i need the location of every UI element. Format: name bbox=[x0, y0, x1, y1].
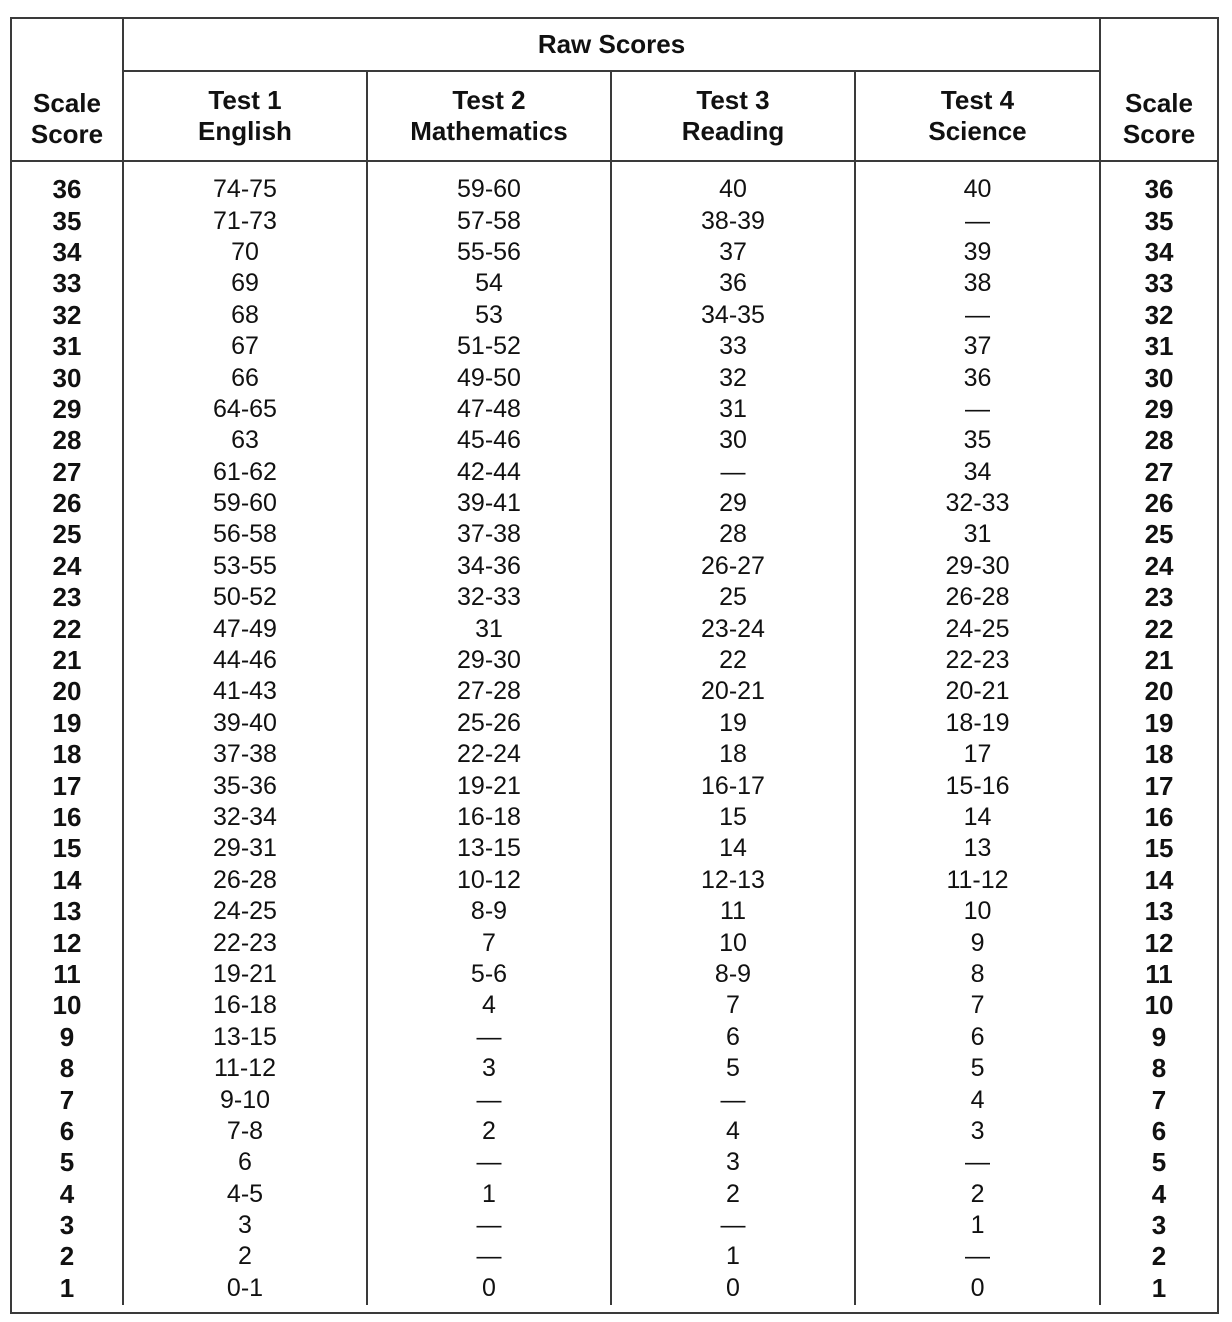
reading-raw-cell: 1 bbox=[611, 1241, 855, 1272]
table-row bbox=[12, 1179, 1217, 1210]
english-raw-cell: 74-75 bbox=[123, 174, 367, 205]
english-raw-cell: 6 bbox=[123, 1147, 367, 1178]
english-raw-cell: 61-62 bbox=[123, 457, 367, 488]
test-2-mathematics-header bbox=[367, 71, 611, 161]
english-raw-cell: 26-28 bbox=[123, 865, 367, 896]
mathematics-raw-cell: 57-58 bbox=[367, 205, 611, 236]
english-raw-cell: 19-21 bbox=[123, 959, 367, 990]
mathematics-raw-cell: 10-12 bbox=[367, 865, 611, 896]
scale-score-cell: 34 bbox=[1100, 237, 1217, 268]
table-row bbox=[12, 865, 1217, 896]
english-raw-cell: 47-49 bbox=[123, 613, 367, 644]
scale-score-cell: 16 bbox=[52, 802, 82, 832]
science-raw-cell: 36 bbox=[855, 362, 1100, 393]
scale-score-cell: 6 bbox=[59, 1115, 75, 1146]
science-raw-cell: — bbox=[855, 300, 1100, 331]
reading-raw-cell: — bbox=[611, 1084, 855, 1115]
scale-score-cell: 23 bbox=[1100, 582, 1217, 613]
mathematics-raw-cell: 16-18 bbox=[367, 802, 611, 833]
science-raw-cell: 3 bbox=[855, 1116, 1100, 1147]
scale-score-cell: 18 bbox=[1100, 739, 1217, 770]
reading-raw-cell: 26-27 bbox=[611, 551, 855, 582]
scale-score-cell: 29 bbox=[52, 393, 82, 424]
scale-score-cell: 13 bbox=[1100, 896, 1217, 927]
scale-score-cell: 29 bbox=[1100, 394, 1217, 425]
scale-score-cell: 8 bbox=[59, 1053, 75, 1084]
table-spacer-row bbox=[12, 161, 1217, 174]
mathematics-raw-cell: 32-33 bbox=[367, 582, 611, 613]
table-row bbox=[12, 896, 1217, 927]
reading-raw-cell: 4 bbox=[611, 1116, 855, 1147]
reading-raw-cell: 16-17 bbox=[611, 770, 855, 801]
reading-raw-cell: 34-35 bbox=[611, 300, 855, 331]
mathematics-raw-cell: 47-48 bbox=[367, 394, 611, 425]
scale-score-cell: 23 bbox=[52, 582, 82, 613]
english-raw-cell: 29-31 bbox=[123, 833, 367, 864]
scale-score-cell: 3 bbox=[1100, 1210, 1217, 1241]
english-raw-cell: 3 bbox=[123, 1210, 367, 1241]
table-row bbox=[12, 331, 1217, 362]
science-raw-cell: 24-25 bbox=[855, 613, 1100, 644]
science-raw-cell: 11-12 bbox=[855, 865, 1100, 896]
reading-raw-cell: 30 bbox=[611, 425, 855, 456]
science-raw-cell: 9 bbox=[855, 927, 1100, 958]
table-row bbox=[12, 1210, 1217, 1241]
science-raw-cell: 0 bbox=[855, 1273, 1100, 1305]
reading-raw-cell: 0 bbox=[611, 1273, 855, 1305]
mathematics-raw-cell: 8-9 bbox=[367, 896, 611, 927]
scale-score-cell: 22 bbox=[1100, 613, 1217, 644]
reading-raw-cell: 22 bbox=[611, 645, 855, 676]
scale-score-cell: 16 bbox=[1100, 802, 1217, 833]
science-raw-cell: 31 bbox=[855, 519, 1100, 550]
mathematics-raw-cell: 53 bbox=[367, 300, 611, 331]
english-raw-cell: 67 bbox=[123, 331, 367, 362]
score-conversion-table bbox=[10, 17, 1219, 1314]
mathematics-raw-cell: 39-41 bbox=[367, 488, 611, 519]
scale-score-cell: 12 bbox=[52, 927, 82, 958]
test-1-english-header bbox=[123, 71, 367, 161]
mathematics-raw-cell: 13-15 bbox=[367, 833, 611, 864]
reading-raw-cell: 7 bbox=[611, 990, 855, 1021]
table-row bbox=[12, 362, 1217, 393]
raw-scores-header: Raw Scores bbox=[123, 19, 1100, 71]
scale-score-cell: 1 bbox=[59, 1273, 75, 1304]
scale-score-cell: 15 bbox=[1100, 833, 1217, 864]
mathematics-raw-cell: 45-46 bbox=[367, 425, 611, 456]
scale-score-cell: 15 bbox=[52, 833, 82, 864]
mathematics-raw-cell: 54 bbox=[367, 268, 611, 299]
english-raw-cell: 41-43 bbox=[123, 676, 367, 707]
mathematics-raw-cell: — bbox=[367, 1084, 611, 1115]
scale-score-cell: 5 bbox=[59, 1147, 75, 1178]
scale-score-header-right bbox=[1100, 19, 1217, 161]
table-row bbox=[12, 833, 1217, 864]
table-row bbox=[12, 1053, 1217, 1084]
scale-header-line2: Score bbox=[30, 119, 104, 149]
table-row bbox=[12, 488, 1217, 519]
test-subject: Mathematics bbox=[410, 116, 568, 146]
table-row bbox=[12, 268, 1217, 299]
scale-score-cell: 14 bbox=[52, 864, 82, 895]
science-raw-cell: 20-21 bbox=[855, 676, 1100, 707]
table-row bbox=[12, 457, 1217, 488]
scale-score-cell: 31 bbox=[1100, 331, 1217, 362]
table-row bbox=[12, 1273, 1217, 1305]
scale-score-cell: 24 bbox=[1100, 551, 1217, 582]
table-row bbox=[12, 613, 1217, 644]
science-raw-cell: 15-16 bbox=[855, 770, 1100, 801]
mathematics-raw-cell: 49-50 bbox=[367, 362, 611, 393]
english-raw-cell: 44-46 bbox=[123, 645, 367, 676]
table-row bbox=[12, 770, 1217, 801]
scale-score-cell: 1 bbox=[1100, 1273, 1217, 1305]
scale-score-cell: 19 bbox=[52, 707, 82, 738]
science-raw-cell: 32-33 bbox=[855, 488, 1100, 519]
scale-score-cell: 12 bbox=[1100, 927, 1217, 958]
reading-raw-cell: 8-9 bbox=[611, 959, 855, 990]
science-raw-cell: — bbox=[855, 1241, 1100, 1272]
reading-raw-cell: 29 bbox=[611, 488, 855, 519]
mathematics-raw-cell: 31 bbox=[367, 613, 611, 644]
scale-score-cell: 31 bbox=[52, 331, 82, 362]
mathematics-raw-cell: — bbox=[367, 1241, 611, 1272]
scale-score-cell: 5 bbox=[1100, 1147, 1217, 1178]
reading-raw-cell: 5 bbox=[611, 1053, 855, 1084]
english-raw-cell: 53-55 bbox=[123, 551, 367, 582]
mathematics-raw-cell: 59-60 bbox=[367, 174, 611, 205]
english-raw-cell: 39-40 bbox=[123, 708, 367, 739]
scale-score-cell: 10 bbox=[1100, 990, 1217, 1021]
scale-score-cell: 14 bbox=[1100, 865, 1217, 896]
test-subject: Reading bbox=[681, 116, 785, 146]
science-raw-cell: 13 bbox=[855, 833, 1100, 864]
scale-score-cell: 36 bbox=[1100, 174, 1217, 205]
mathematics-raw-cell: 55-56 bbox=[367, 237, 611, 268]
scale-score-cell: 17 bbox=[1100, 770, 1217, 801]
table-row bbox=[12, 582, 1217, 613]
reading-raw-cell: 28 bbox=[611, 519, 855, 550]
reading-raw-cell: 19 bbox=[611, 708, 855, 739]
scale-score-cell: 25 bbox=[1100, 519, 1217, 550]
table-row bbox=[12, 802, 1217, 833]
scale-score-cell: 20 bbox=[52, 676, 82, 707]
scale-score-cell: 30 bbox=[1100, 362, 1217, 393]
conversion-table bbox=[12, 19, 1217, 1305]
reading-raw-cell: 40 bbox=[611, 174, 855, 205]
english-raw-cell: 16-18 bbox=[123, 990, 367, 1021]
english-raw-cell: 59-60 bbox=[123, 488, 367, 519]
mathematics-raw-cell: 25-26 bbox=[367, 708, 611, 739]
science-raw-cell: 40 bbox=[855, 174, 1100, 205]
reading-raw-cell: 2 bbox=[611, 1179, 855, 1210]
test-number: Test 3 bbox=[696, 85, 770, 115]
scale-score-cell: 22 bbox=[52, 613, 82, 644]
test-number: Test 4 bbox=[940, 85, 1015, 115]
scale-score-cell: 28 bbox=[1100, 425, 1217, 456]
table-row bbox=[12, 237, 1217, 268]
scale-score-cell: 25 bbox=[52, 519, 82, 550]
scale-score-cell: 27 bbox=[1100, 457, 1217, 488]
test-4-science-header bbox=[855, 71, 1100, 161]
table-row bbox=[12, 959, 1217, 990]
scale-score-header-left bbox=[12, 19, 123, 161]
mathematics-raw-cell: — bbox=[367, 1210, 611, 1241]
mathematics-raw-cell: 51-52 bbox=[367, 331, 611, 362]
scale-score-cell: 28 bbox=[52, 425, 82, 456]
scale-score-cell: 36 bbox=[52, 174, 82, 205]
table-row bbox=[12, 1022, 1217, 1053]
scale-score-cell: 26 bbox=[52, 488, 82, 519]
science-raw-cell: 35 bbox=[855, 425, 1100, 456]
science-raw-cell: 26-28 bbox=[855, 582, 1100, 613]
scale-score-cell: 2 bbox=[59, 1241, 75, 1272]
test-3-reading-header bbox=[611, 71, 855, 161]
scale-score-cell: 13 bbox=[52, 896, 82, 927]
scale-score-cell: 33 bbox=[1100, 268, 1217, 299]
scale-score-cell: 27 bbox=[52, 456, 82, 487]
scale-score-cell: 11 bbox=[53, 958, 81, 989]
mathematics-raw-cell: 29-30 bbox=[367, 645, 611, 676]
test-subject: Science bbox=[928, 116, 1027, 146]
table-row bbox=[12, 174, 1217, 205]
reading-raw-cell: 11 bbox=[611, 896, 855, 927]
english-raw-cell: 13-15 bbox=[123, 1022, 367, 1053]
science-raw-cell: 18-19 bbox=[855, 708, 1100, 739]
english-raw-cell: 9-10 bbox=[123, 1084, 367, 1115]
english-raw-cell: 11-12 bbox=[123, 1053, 367, 1084]
reading-raw-cell: 32 bbox=[611, 362, 855, 393]
table-row bbox=[12, 551, 1217, 582]
science-raw-cell: 7 bbox=[855, 990, 1100, 1021]
table-row bbox=[12, 1084, 1217, 1115]
table-row bbox=[12, 739, 1217, 770]
mathematics-raw-cell: 3 bbox=[367, 1053, 611, 1084]
scale-score-cell: 35 bbox=[52, 205, 82, 236]
test-number: Test 1 bbox=[208, 85, 282, 115]
scale-header-line1: Scale bbox=[33, 88, 101, 118]
science-raw-cell: 22-23 bbox=[855, 645, 1100, 676]
scale-header-line2: Score bbox=[1122, 119, 1196, 149]
mathematics-raw-cell: 42-44 bbox=[367, 457, 611, 488]
english-raw-cell: 37-38 bbox=[123, 739, 367, 770]
english-raw-cell: 69 bbox=[123, 268, 367, 299]
english-raw-cell: 7-8 bbox=[123, 1116, 367, 1147]
scale-score-cell: 10 bbox=[52, 990, 82, 1021]
science-raw-cell: — bbox=[855, 205, 1100, 236]
scale-score-cell: 24 bbox=[52, 550, 82, 581]
scale-score-cell: 9 bbox=[59, 1021, 75, 1052]
mathematics-raw-cell: 34-36 bbox=[367, 551, 611, 582]
mathematics-raw-cell: 27-28 bbox=[367, 676, 611, 707]
science-raw-cell: — bbox=[855, 394, 1100, 425]
scale-score-cell: 21 bbox=[52, 645, 82, 676]
science-raw-cell: 29-30 bbox=[855, 551, 1100, 582]
table-row bbox=[12, 676, 1217, 707]
table-row bbox=[12, 990, 1217, 1021]
table-row bbox=[12, 1147, 1217, 1178]
english-raw-cell: 56-58 bbox=[123, 519, 367, 550]
science-raw-cell: 6 bbox=[855, 1022, 1100, 1053]
science-raw-cell: — bbox=[855, 1147, 1100, 1178]
mathematics-raw-cell: — bbox=[367, 1147, 611, 1178]
table-row bbox=[12, 394, 1217, 425]
scale-score-cell: 11 bbox=[1100, 959, 1217, 990]
scale-score-cell: 4 bbox=[1100, 1179, 1217, 1210]
scale-score-cell: 35 bbox=[1100, 205, 1217, 236]
scale-score-cell: 3 bbox=[59, 1210, 75, 1241]
table-row bbox=[12, 1116, 1217, 1147]
table-row bbox=[12, 519, 1217, 550]
scale-score-cell: 34 bbox=[52, 236, 82, 267]
reading-raw-cell: 25 bbox=[611, 582, 855, 613]
test-number: Test 2 bbox=[452, 85, 526, 115]
mathematics-raw-cell: 19-21 bbox=[367, 770, 611, 801]
test-subject: English bbox=[198, 116, 292, 146]
scale-score-cell: 21 bbox=[1100, 645, 1217, 676]
science-raw-cell: 39 bbox=[855, 237, 1100, 268]
reading-raw-cell: 6 bbox=[611, 1022, 855, 1053]
english-raw-cell: 71-73 bbox=[123, 205, 367, 236]
science-raw-cell: 17 bbox=[855, 739, 1100, 770]
english-raw-cell: 63 bbox=[123, 425, 367, 456]
mathematics-raw-cell: 2 bbox=[367, 1116, 611, 1147]
scale-score-cell: 8 bbox=[1100, 1053, 1217, 1084]
scale-score-cell: 9 bbox=[1100, 1022, 1217, 1053]
scale-score-cell: 4 bbox=[59, 1178, 75, 1209]
english-raw-cell: 35-36 bbox=[123, 770, 367, 801]
reading-raw-cell: — bbox=[611, 1210, 855, 1241]
science-raw-cell: 37 bbox=[855, 331, 1100, 362]
reading-raw-cell: 33 bbox=[611, 331, 855, 362]
reading-raw-cell: 37 bbox=[611, 237, 855, 268]
english-raw-cell: 50-52 bbox=[123, 582, 367, 613]
english-raw-cell: 64-65 bbox=[123, 394, 367, 425]
table-row bbox=[12, 645, 1217, 676]
mathematics-raw-cell: 7 bbox=[367, 927, 611, 958]
reading-raw-cell: 23-24 bbox=[611, 613, 855, 644]
scale-header-line1: Scale bbox=[1125, 88, 1193, 118]
english-raw-cell: 32-34 bbox=[123, 802, 367, 833]
science-raw-cell: 5 bbox=[855, 1053, 1100, 1084]
reading-raw-cell: 38-39 bbox=[611, 205, 855, 236]
scale-score-cell: 33 bbox=[52, 268, 82, 299]
score-table-body bbox=[12, 161, 1217, 1305]
mathematics-raw-cell: 22-24 bbox=[367, 739, 611, 770]
scale-score-cell: 20 bbox=[1100, 676, 1217, 707]
scale-score-cell: 19 bbox=[1100, 708, 1217, 739]
science-raw-cell: 38 bbox=[855, 268, 1100, 299]
mathematics-raw-cell: 37-38 bbox=[367, 519, 611, 550]
mathematics-raw-cell: 0 bbox=[367, 1273, 611, 1305]
table-row bbox=[12, 708, 1217, 739]
scale-score-cell: 2 bbox=[1100, 1241, 1217, 1272]
reading-raw-cell: 31 bbox=[611, 394, 855, 425]
science-raw-cell: 2 bbox=[855, 1179, 1100, 1210]
science-raw-cell: 4 bbox=[855, 1084, 1100, 1115]
english-raw-cell: 0-1 bbox=[123, 1273, 367, 1305]
table-row bbox=[12, 425, 1217, 456]
mathematics-raw-cell: 4 bbox=[367, 990, 611, 1021]
english-raw-cell: 4-5 bbox=[123, 1179, 367, 1210]
reading-raw-cell: — bbox=[611, 457, 855, 488]
science-raw-cell: 10 bbox=[855, 896, 1100, 927]
english-raw-cell: 24-25 bbox=[123, 896, 367, 927]
scale-score-cell: 26 bbox=[1100, 488, 1217, 519]
english-raw-cell: 70 bbox=[123, 237, 367, 268]
english-raw-cell: 66 bbox=[123, 362, 367, 393]
table-row bbox=[12, 1241, 1217, 1272]
reading-raw-cell: 18 bbox=[611, 739, 855, 770]
mathematics-raw-cell: 5-6 bbox=[367, 959, 611, 990]
scale-score-cell: 30 bbox=[52, 362, 82, 393]
science-raw-cell: 8 bbox=[855, 959, 1100, 990]
scale-score-cell: 7 bbox=[59, 1084, 75, 1115]
scale-score-cell: 32 bbox=[1100, 300, 1217, 331]
english-raw-cell: 68 bbox=[123, 300, 367, 331]
mathematics-raw-cell: 1 bbox=[367, 1179, 611, 1210]
science-raw-cell: 14 bbox=[855, 802, 1100, 833]
reading-raw-cell: 20-21 bbox=[611, 676, 855, 707]
reading-raw-cell: 10 bbox=[611, 927, 855, 958]
scale-score-cell: 18 bbox=[52, 739, 82, 770]
table-row bbox=[12, 300, 1217, 331]
scale-score-cell: 32 bbox=[52, 299, 82, 330]
table-row bbox=[12, 205, 1217, 236]
scale-score-cell: 6 bbox=[1100, 1116, 1217, 1147]
table-row bbox=[12, 927, 1217, 958]
english-raw-cell: 22-23 bbox=[123, 927, 367, 958]
english-raw-cell: 2 bbox=[123, 1241, 367, 1272]
scale-score-cell: 17 bbox=[52, 770, 82, 801]
scale-score-cell: 7 bbox=[1100, 1084, 1217, 1115]
reading-raw-cell: 3 bbox=[611, 1147, 855, 1178]
reading-raw-cell: 15 bbox=[611, 802, 855, 833]
mathematics-raw-cell: — bbox=[367, 1022, 611, 1053]
science-raw-cell: 34 bbox=[855, 457, 1100, 488]
reading-raw-cell: 12-13 bbox=[611, 865, 855, 896]
reading-raw-cell: 36 bbox=[611, 268, 855, 299]
reading-raw-cell: 14 bbox=[611, 833, 855, 864]
science-raw-cell: 1 bbox=[855, 1210, 1100, 1241]
